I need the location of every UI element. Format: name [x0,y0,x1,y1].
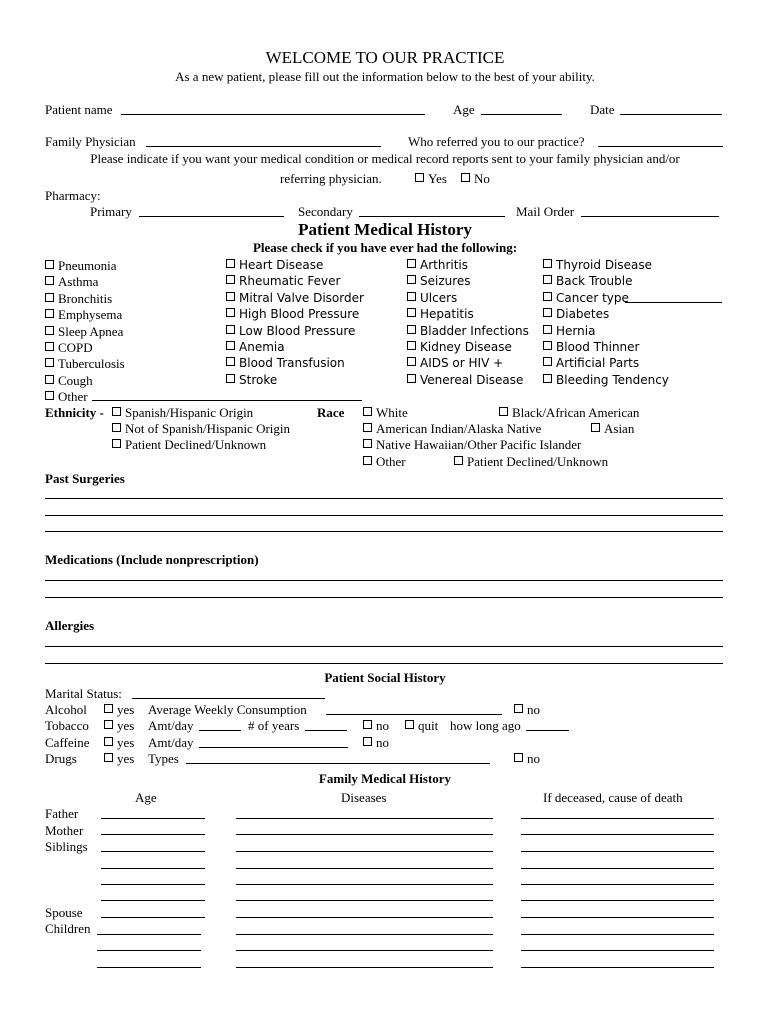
family-age-field[interactable] [101,818,205,819]
condition-checkbox[interactable] [226,274,340,289]
allergies-line[interactable] [45,663,723,664]
condition-label: Cancer type [556,290,629,305]
condition-checkbox[interactable] [407,324,529,339]
family-diseases-field[interactable] [236,967,493,968]
condition-checkbox[interactable] [226,373,277,388]
primary-field[interactable] [139,216,284,217]
condition-checkbox[interactable] [543,274,632,289]
condition-label: Asthma [58,274,99,290]
condition-label: Mitral Valve Disorder [239,290,364,305]
condition-checkbox[interactable] [407,340,512,355]
condition-label: Cough [58,372,93,388]
checkbox-icon [363,407,372,416]
mail-order-label: Mail Order [516,204,575,219]
caffeine-yes-checkbox[interactable] [104,735,134,750]
condition-label: Low Blood Pressure [239,323,356,338]
secondary-field[interactable] [359,216,505,217]
checkbox-icon [543,259,552,268]
checkbox-icon [543,341,552,350]
checkbox-icon [104,753,113,762]
checkbox-icon [45,375,54,384]
yes-label: yes [117,751,135,766]
race-asian-checkbox[interactable] [591,421,634,436]
yes-label: yes [117,718,135,733]
option-label: American Indian/Alaska Native [376,421,542,436]
checkbox-icon [543,275,552,284]
ethnicity-spanish-checkbox[interactable] [112,405,253,420]
checkbox-icon [226,357,235,366]
diseases-column-header: Diseases [341,790,387,805]
condition-label: Hepatitis [420,307,474,322]
family-deceased-field[interactable] [521,967,714,968]
checkbox-icon [363,439,372,448]
family-deceased-field[interactable] [521,900,714,901]
alcohol-no-checkbox[interactable] [514,702,540,717]
checkbox-icon [45,309,54,318]
checkbox-icon [112,423,121,432]
family-age-field[interactable] [101,884,205,885]
referred-field[interactable] [598,146,723,147]
condition-label: Bronchitis [58,290,113,306]
condition-checkbox[interactable] [543,373,669,388]
tobacco-amt-label: Amt/day [148,718,194,733]
checkbox-icon [226,374,235,383]
family-deceased-field[interactable] [521,834,714,835]
condition-label: Bladder Infections [420,323,529,338]
checkbox-icon [45,260,54,269]
past-surgeries-line[interactable] [45,515,723,516]
medical-history-instruction: Please check if you have ever had the following: [252,240,518,255]
family-physician-field[interactable] [146,146,381,147]
age-field[interactable] [481,114,562,115]
no-label: No [474,171,490,186]
how-long-field[interactable] [526,730,569,731]
father-label: Father [45,806,79,821]
family-diseases-field[interactable] [236,851,493,852]
years-label: # of years [248,718,300,733]
spouse-label: Spouse [45,905,83,920]
condition-label: Tuberculosis [58,356,125,372]
tobacco-quit-checkbox[interactable] [405,718,438,733]
checkbox-icon [45,293,54,302]
condition-label: Kidney Disease [420,340,512,354]
checkbox-icon [363,456,372,465]
medical-history-heading: Patient Medical History [298,220,472,239]
weekly-consumption-label: Average Weekly Consumption [148,702,307,717]
drug-types-field[interactable] [186,763,490,764]
checkbox-icon [499,407,508,416]
race-black-checkbox[interactable] [499,405,639,420]
yes-label: yes [117,702,135,717]
condition-label: Back Trouble [556,274,633,289]
condition-label: Heart Disease [239,258,324,272]
family-age-field[interactable] [101,900,205,901]
condition-checkbox[interactable] [226,324,355,339]
checkbox-icon [415,173,424,182]
instruction-line-1: Please indicate if you want your medical condition or medical record reports sent to your family physician and/or [90,151,680,166]
page-subtitle: As a new patient, please fill out the information below to the best of your ability. [175,69,595,84]
checkbox-icon [363,720,372,729]
condition-label: Pneumonia [58,258,117,273]
family-deceased-field[interactable] [521,934,714,935]
checkbox-icon [363,737,372,746]
ethnicity-label: Ethnicity - [45,405,104,420]
condition-label: Seizures [420,274,471,289]
allergies-line[interactable] [45,646,723,647]
family-deceased-field[interactable] [521,868,714,869]
condition-checkbox[interactable] [407,356,503,371]
condition-label: Thyroid Disease [556,258,653,272]
mother-label: Mother [45,823,84,838]
option-label: White [376,405,408,420]
condition-checkbox[interactable] [226,307,359,322]
family-age-field[interactable] [101,834,205,835]
condition-checkbox[interactable] [543,307,609,322]
weekly-consumption-field[interactable] [326,714,502,715]
option-label: Patient Declined/Unknown [125,437,267,452]
condition-label: Venereal Disease [420,372,524,387]
family-age-field[interactable] [97,934,201,935]
family-deceased-field[interactable] [521,851,714,852]
family-diseases-field[interactable] [236,834,493,835]
checkbox-icon [104,737,113,746]
deceased-column-header: If deceased, cause of death [543,790,683,805]
condition-label: AIDS or HIV + [420,356,504,371]
condition-checkbox[interactable] [543,356,639,371]
drugs-yes-checkbox[interactable] [104,751,134,766]
checkbox-icon [226,341,235,350]
race-declined-checkbox[interactable] [454,454,608,469]
medications-heading: Medications (Include nonprescription) [45,552,259,567]
checkbox-icon [543,308,552,317]
caffeine-no-checkbox[interactable] [363,735,389,750]
checkbox-icon [407,259,416,268]
checkbox-icon [543,357,552,366]
age-label: Age [453,102,475,117]
checkbox-icon [112,407,121,416]
date-label: Date [590,102,615,117]
condition-label: Diabetes [556,307,610,322]
condition-label: Sleep Apnea [58,323,124,339]
primary-label: Primary [90,204,132,219]
checkbox-icon [45,276,54,285]
checkbox-icon [226,259,235,268]
condition-checkbox[interactable] [407,307,474,322]
send-no-checkbox[interactable] [461,171,490,186]
no-label: no [376,735,389,750]
family-diseases-field[interactable] [236,818,493,819]
alcohol-label: Alcohol [45,702,87,717]
date-field[interactable] [620,114,722,115]
yes-label: yes [117,735,135,750]
condition-label: Artificial Parts [556,356,640,371]
condition-checkbox[interactable] [45,389,88,404]
option-label: Not of Spanish/Hispanic Origin [125,421,291,436]
page-title: WELCOME TO OUR PRACTICE [265,48,505,67]
checkbox-icon [514,753,523,762]
tobacco-label: Tobacco [45,718,89,733]
allergies-heading: Allergies [45,618,95,633]
option-label: Asian [604,421,635,436]
family-deceased-field[interactable] [521,917,714,918]
condition-checkbox[interactable] [45,356,125,371]
family-diseases-field[interactable] [236,868,493,869]
checkbox-icon [407,374,416,383]
checkbox-icon [112,439,121,448]
family-history-heading: Family Medical History [318,771,452,786]
condition-label: Anemia [239,340,285,354]
medications-line[interactable] [45,597,723,598]
years-field[interactable] [305,730,347,731]
family-age-field[interactable] [101,917,205,918]
checkbox-icon [543,292,552,301]
condition-checkbox[interactable] [45,307,122,322]
no-label: no [376,718,389,733]
checkbox-icon [407,292,416,301]
tobacco-yes-checkbox[interactable] [104,718,134,733]
race-white-checkbox[interactable] [363,405,408,420]
checkbox-icon [407,325,416,334]
ethnicity-not-spanish-checkbox[interactable] [112,421,290,436]
checkbox-icon [104,720,113,729]
no-label: no [527,702,540,717]
drugs-label: Drugs [45,751,77,766]
condition-label: Blood Transfusion [239,356,345,371]
condition-label: COPD [58,340,93,355]
condition-checkbox[interactable] [407,373,523,388]
tobacco-amt-field[interactable] [199,730,241,731]
patient-name-label: Patient name [45,102,113,117]
option-label: Other [376,454,406,469]
checkbox-icon [454,456,463,465]
family-diseases-field[interactable] [236,900,493,901]
checkbox-icon [407,341,416,350]
checkbox-icon [363,423,372,432]
condition-label: Rheumatic Fever [239,274,341,289]
checkbox-icon [591,423,600,432]
checkbox-icon [461,173,470,182]
condition-checkbox[interactable] [226,356,345,371]
condition-checkbox[interactable] [226,258,323,273]
condition-label: Hernia [556,323,596,338]
condition-checkbox[interactable] [543,291,629,306]
condition-checkbox[interactable] [45,274,98,289]
drugs-no-checkbox[interactable] [514,751,540,766]
checkbox-icon [514,704,523,713]
referred-label: Who referred you to our practice? [408,134,585,149]
alcohol-yes-checkbox[interactable] [104,702,134,717]
condition-checkbox[interactable] [543,340,639,355]
family-age-field[interactable] [97,967,201,968]
medications-line[interactable] [45,580,723,581]
option-label: Black/African American [512,405,640,420]
condition-checkbox[interactable] [226,340,285,355]
race-native-checkbox[interactable] [363,421,541,436]
condition-checkbox[interactable] [543,258,652,273]
option-label: Patient Declined/Unknown [467,454,609,469]
children-label: Children [45,921,91,936]
past-surgeries-line[interactable] [45,531,723,532]
yes-label: Yes [428,171,447,186]
siblings-label: Siblings [45,839,88,854]
checkbox-icon [405,720,414,729]
race-label: Race [317,405,345,420]
family-deceased-field[interactable] [521,950,714,951]
past-surgeries-heading: Past Surgeries [45,471,125,486]
race-hawaiian-checkbox[interactable] [363,437,581,452]
caffeine-amt-label: Amt/day [148,735,194,750]
condition-label: Blood Thinner [556,340,640,354]
pharmacy-label: Pharmacy: [45,188,101,203]
checkbox-icon [407,308,416,317]
patient-name-field[interactable] [121,114,425,115]
how-long-label: how long ago [450,718,521,733]
option-label: Spanish/Hispanic Origin [125,405,254,420]
condition-checkbox[interactable] [45,291,112,306]
send-yes-checkbox[interactable] [415,171,447,186]
family-age-field[interactable] [101,868,205,869]
checkbox-icon [407,357,416,366]
condition-label: Bleeding Tendency [556,372,669,387]
condition-checkbox[interactable] [226,291,364,306]
mail-order-field[interactable] [581,216,719,217]
quit-label: quit [418,718,439,733]
social-history-heading: Patient Social History [324,670,446,685]
checkbox-icon [226,292,235,301]
tobacco-no-checkbox[interactable] [363,718,389,733]
family-deceased-field[interactable] [521,884,714,885]
age-column-header: Age [135,790,157,805]
checkbox-icon [543,325,552,334]
condition-label: Arthritis [420,258,469,272]
family-diseases-field[interactable] [236,934,493,935]
race-other-checkbox[interactable] [363,454,406,469]
caffeine-amt-field[interactable] [199,747,348,748]
marital-status-field[interactable] [132,698,325,699]
checkbox-icon [45,391,54,400]
caffeine-label: Caffeine [45,735,90,750]
family-diseases-field[interactable] [236,884,493,885]
family-physician-label: Family Physician [45,134,136,149]
marital-status-label: Marital Status: [45,686,122,701]
condition-checkbox[interactable] [45,340,93,355]
condition-checkbox[interactable] [45,373,93,388]
checkbox-icon [543,374,552,383]
secondary-label: Secondary [298,204,353,219]
checkbox-icon [104,704,113,713]
option-label: Native Hawaiian/Other Pacific Islander [376,437,582,452]
ethnicity-declined-checkbox[interactable] [112,437,266,452]
condition-checkbox[interactable] [45,258,117,273]
condition-label: Other [58,389,88,405]
family-age-field[interactable] [97,950,201,951]
checkbox-icon [226,275,235,284]
checkbox-icon [226,308,235,317]
condition-label: Emphysema [58,307,123,323]
instruction-line-2: referring physician. [280,171,382,186]
other-condition-field[interactable] [92,400,362,401]
family-age-field[interactable] [101,851,205,852]
condition-checkbox[interactable] [407,274,471,289]
checkbox-icon [226,325,235,334]
checkbox-icon [45,358,54,367]
checkbox-icon [45,342,54,351]
condition-label: High Blood Pressure [239,307,360,322]
cancer-type-field[interactable] [625,302,722,303]
drug-types-label: Types [148,751,179,766]
past-surgeries-line[interactable] [45,498,723,499]
family-deceased-field[interactable] [521,818,714,819]
family-diseases-field[interactable] [236,950,493,951]
condition-label: Stroke [239,372,278,387]
family-diseases-field[interactable] [236,917,493,918]
checkbox-icon [407,275,416,284]
condition-checkbox[interactable] [407,291,457,306]
condition-checkbox[interactable] [407,258,468,273]
condition-label: Ulcers [420,290,458,305]
checkbox-icon [45,326,54,335]
no-label: no [527,751,540,766]
condition-checkbox[interactable] [543,324,595,339]
condition-checkbox[interactable] [45,324,123,339]
